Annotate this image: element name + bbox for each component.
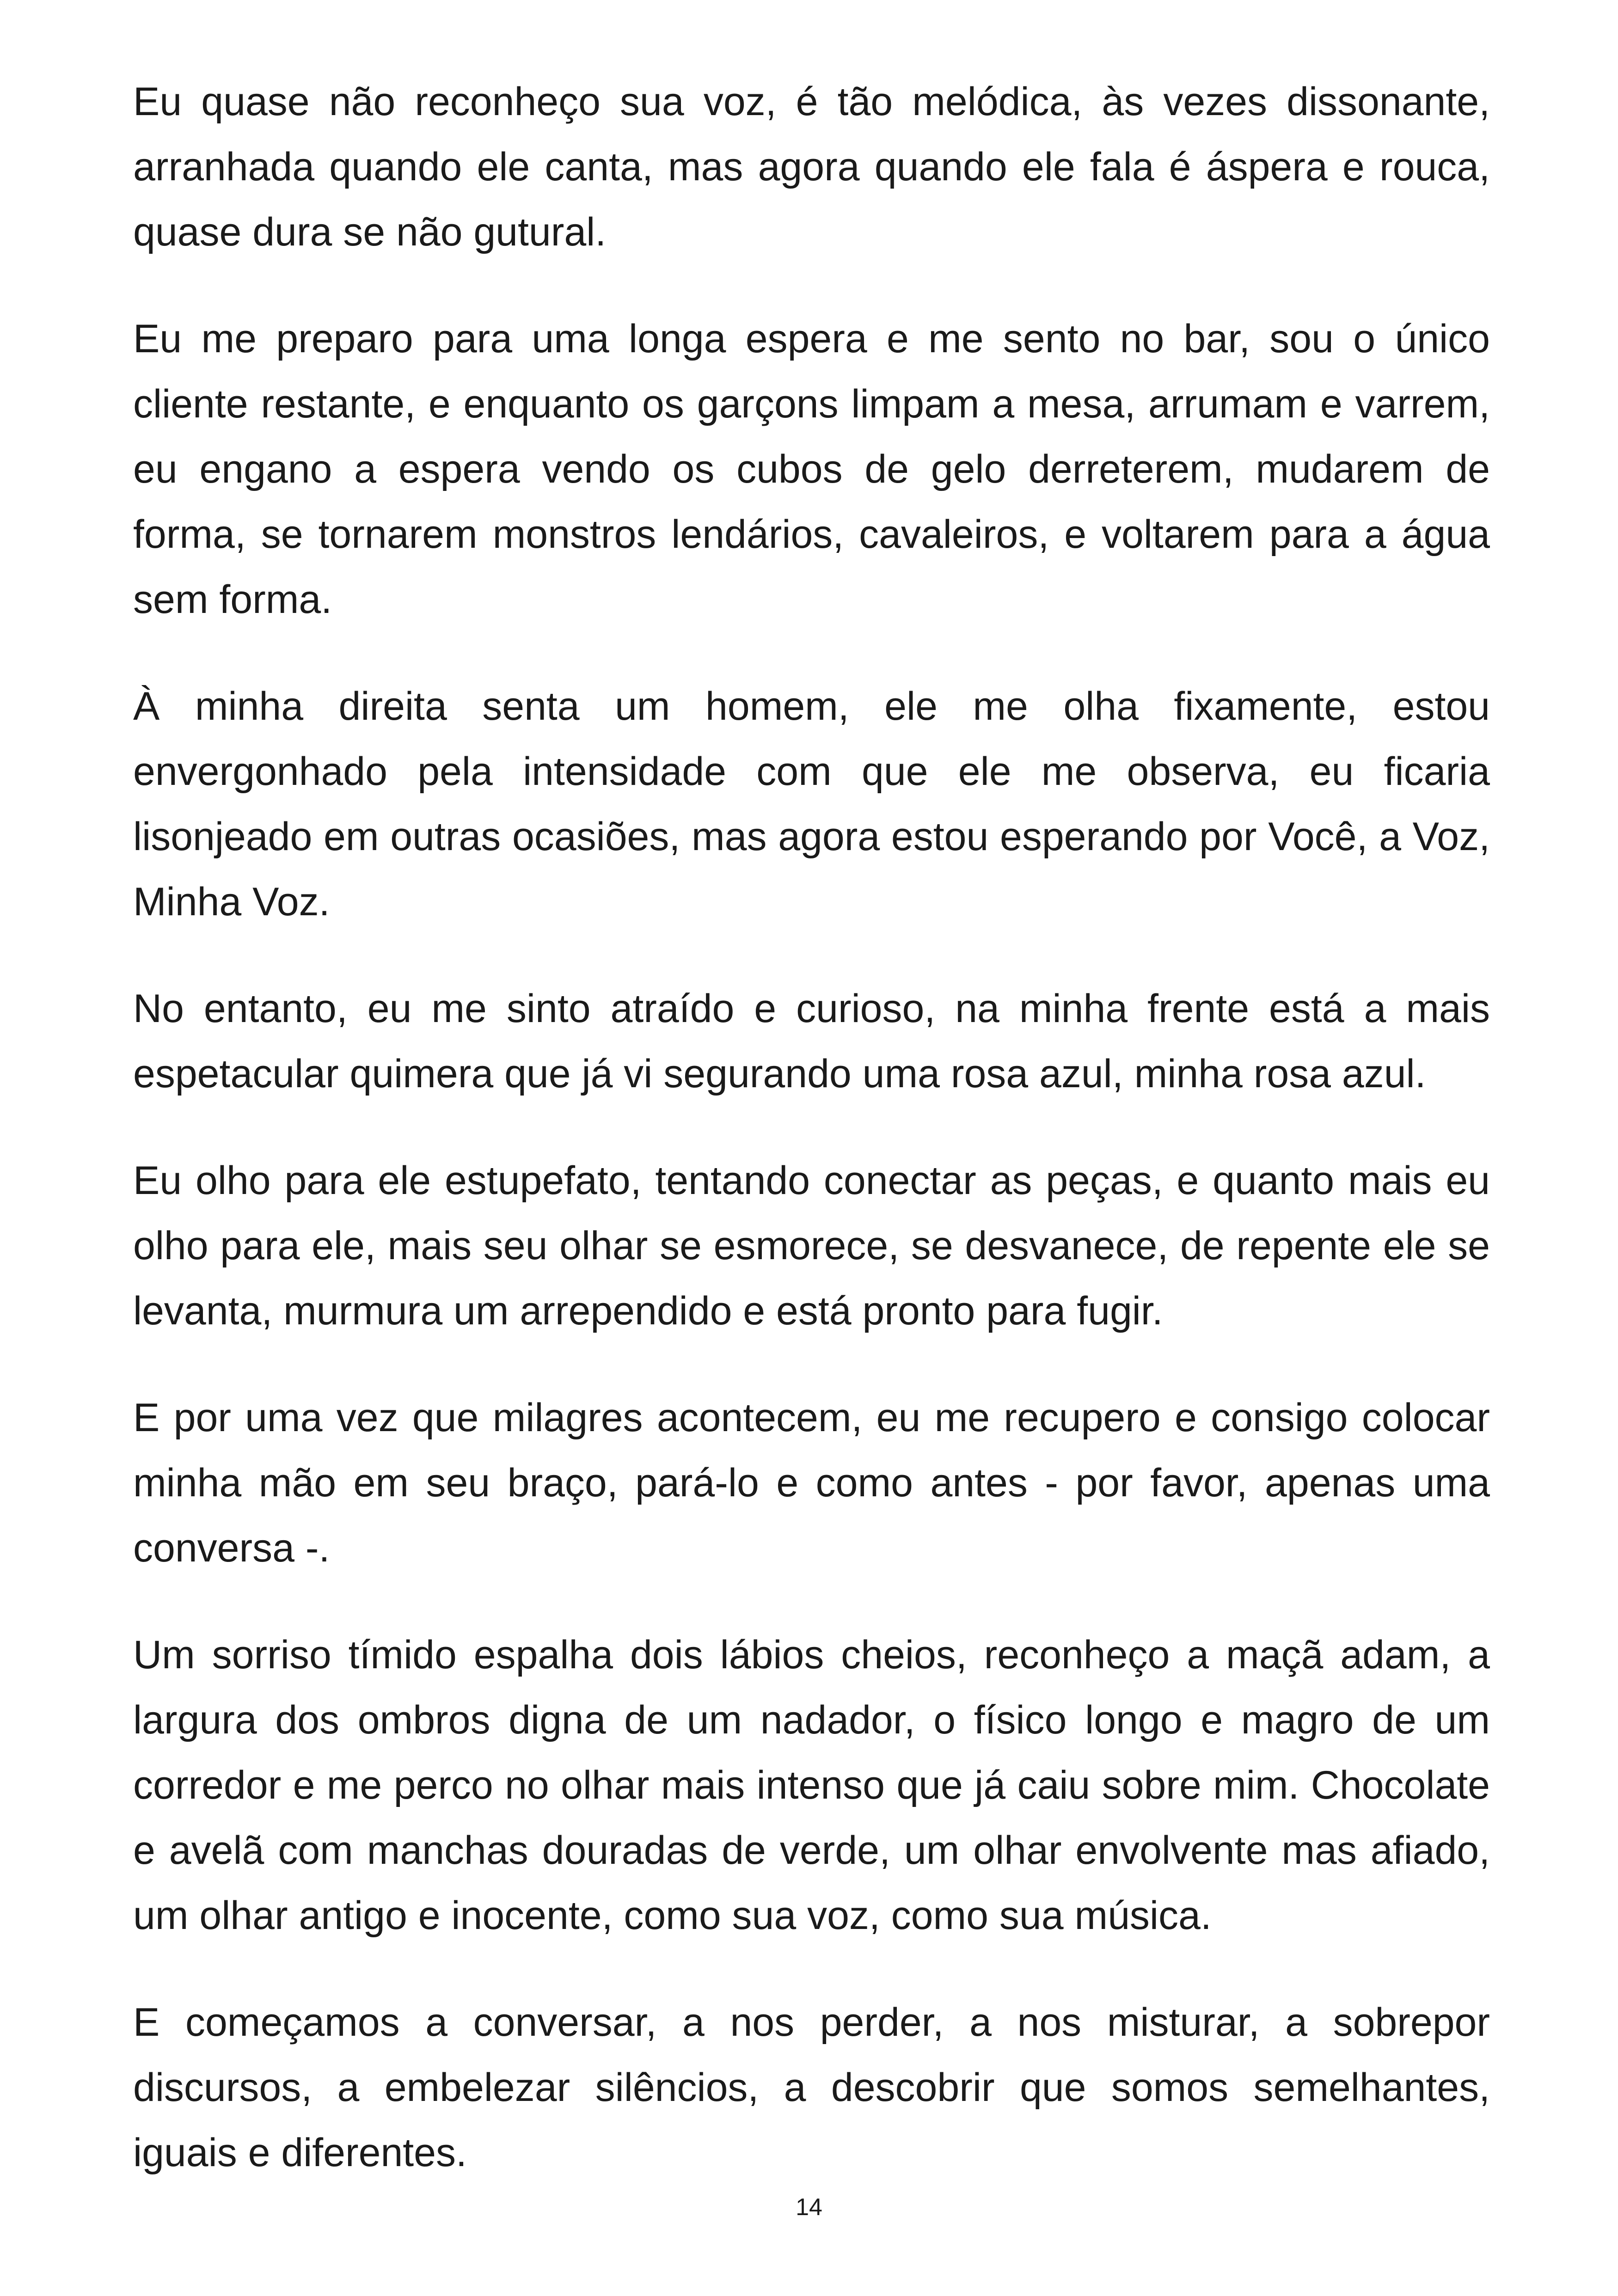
paragraph: Um sorriso tímido espalha dois lábios cheios, reconheço a maçã adam, a largura dos ombros digna de um nadador, o físico longo e magro de um corredor e me perco no olhar mais intenso que já caiu sobre mim. Chocolate e avelã com manchas douradas de verde, um olhar envolvente mas afiado, um olhar antigo e inocente, como sua voz, como sua música. [133,1633,1490,1938]
paragraph: No entanto, eu me sinto atraído e curioso, na minha frente está a mais espetacular quimera que já vi segurando uma rosa azul, minha rosa azul. [133,986,1490,1096]
paragraph: Eu me preparo para uma longa espera e me sento no bar, sou o único cliente restante, e enquanto os garçons limpam a mesa, arrumam e varrem, eu engano a espera vendo os cubos de gelo derreterem, mudarem de forma, se tornarem monstros lendários, cavaleiros, e voltarem para a água sem forma. [133,317,1490,622]
paragraph: À minha direita senta um homem, ele me olha fixamente, estou envergonhado pela intensidade com que ele me observa, eu ficaria lisonjeado em outras ocasiões, mas agora estou esperando por Você, a Voz, Minha Voz. [133,684,1490,924]
page-number: 14 [796,2194,822,2221]
paragraph: E por uma vez que milagres acontecem, eu me recupero e consigo colocar minha mão em seu braço, pará-lo e como antes - por favor, apenas uma conversa -. [133,1396,1490,1570]
paragraph: E começamos a conversar, a nos perder, a nos misturar, a sobrepor discursos, a embelezar silêncios, a descobrir que somos semelhantes, iguais e diferentes. [133,2000,1490,2175]
paragraph: Eu quase não reconheço sua voz, é tão melódica, às vezes dissonante, arranhada quando ele canta, mas agora quando ele fala é áspera e rouca, quase dura se não gutural. [133,80,1490,254]
body-text [133,69,1490,2227]
paragraph: Eu olho para ele estupefato, tentando conectar as peças, e quanto mais eu olho para ele, mais seu olhar se esmorece, se desvanece, de repente ele se levanta, murmura um arrependido e está pronto para fugir. [133,1158,1490,1333]
